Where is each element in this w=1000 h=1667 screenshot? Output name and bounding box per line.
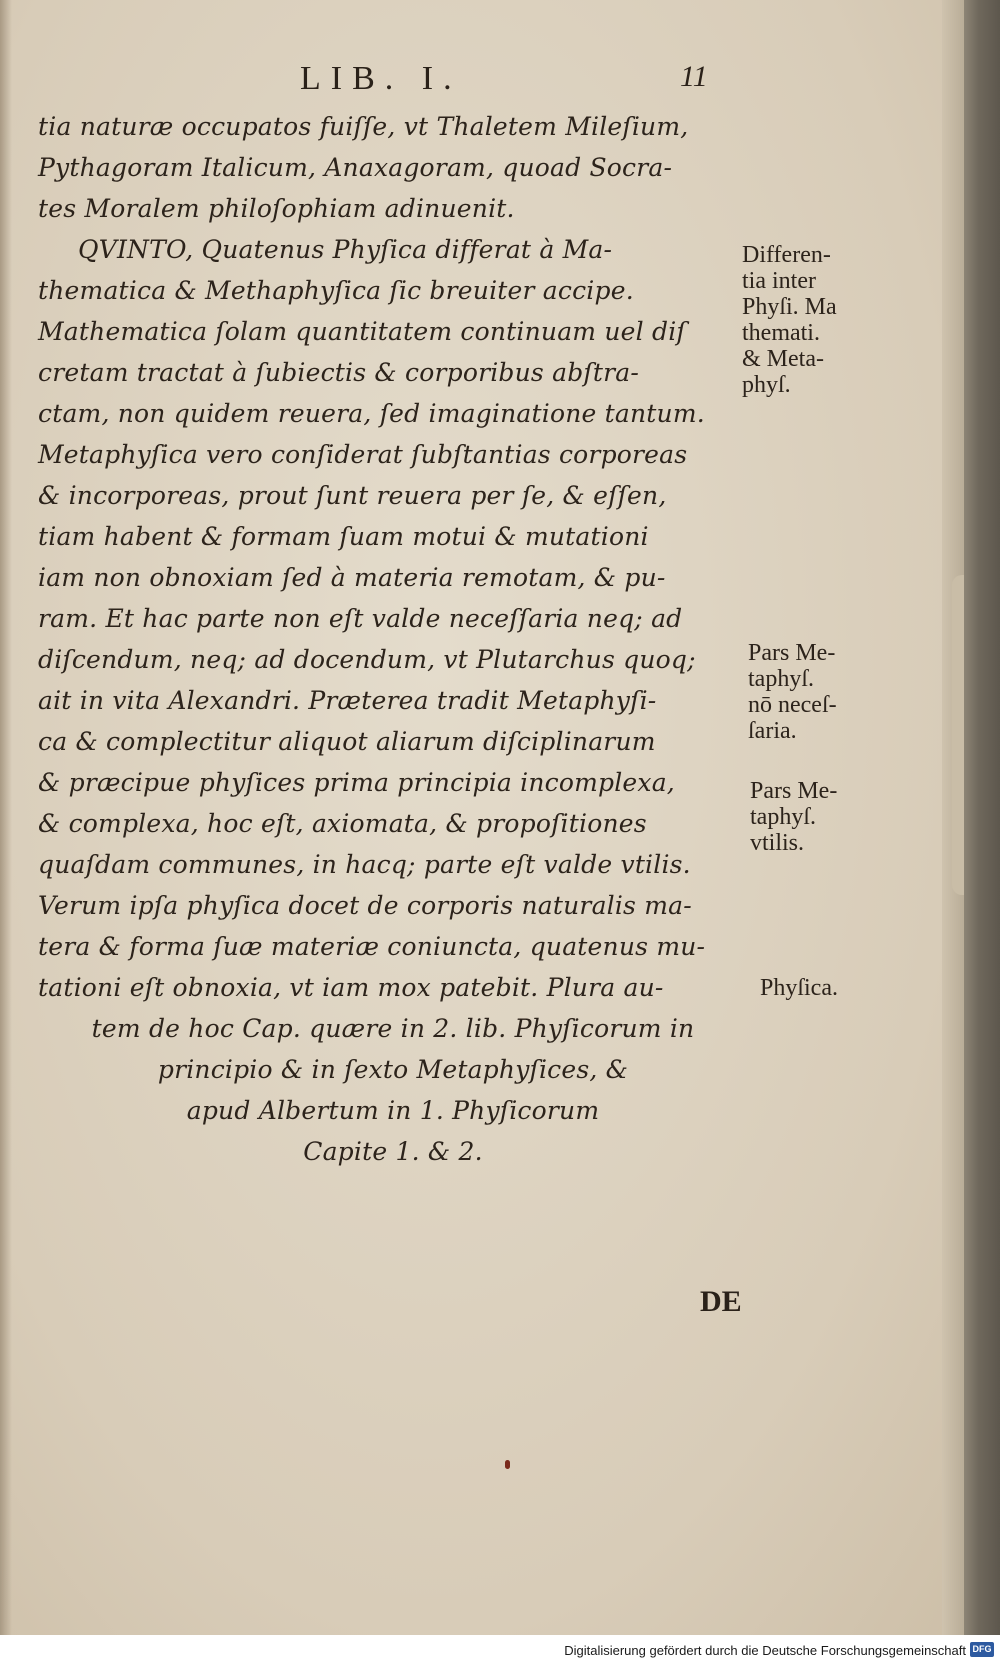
text-line: ctam, non quidem reuera, ſed imaginatione tantum. [38,399,705,428]
margin-note-line: ſaria. [748,718,797,744]
text-line: thematica & Methaphyſica ſic breuiter accipe. [38,276,634,305]
footer [0,1635,1000,1667]
running-header [300,60,730,100]
book-edge-shadow [964,0,1000,1635]
text-line: Capite 1. & 2. [303,1137,483,1166]
margin-note-line: taphyſ. [748,666,814,692]
body-text [38,106,748,1172]
text-line: Metaphyſica vero conſiderat ſubſtantias corporeas [38,440,688,469]
text-line: iam non obnoxiam ſed à materia remotam, & pu- [38,563,666,592]
text-line: tationi eſt obnoxia, vt iam mox patebit. Plura au- [38,973,664,1002]
margin-note-utilis [750,778,837,856]
dfg-logo: DFG [970,1642,994,1657]
text-line: tia naturæ occupatos fuiſſe, vt Thaletem Mileſium, [38,112,689,141]
margin-note-physica [760,975,838,1001]
page-number: 11 [680,60,708,93]
text-line: ait in vita Alexandri. Præterea tradit Metaphyſi- [38,686,657,715]
spine-shadow [0,0,12,1635]
paper-stain [505,1460,510,1469]
margin-note-line: taphyſ. [750,804,816,830]
text-line: diſcendum, neq; ad docendum, vt Plutarchus quoq; [38,645,696,674]
text-line: & præcipue phyſices prima principia incomplexa, [38,768,675,797]
margin-note-line: nō neceſ- [748,692,837,718]
text-line: cretam tractat à ſubiectis & corporibus abſtra- [38,358,640,387]
text-line: Pythagoram Italicum, Anaxagoram, quoad Socra- [38,153,673,182]
margin-note-differentia [742,242,837,398]
margin-note-line: & Meta- [742,346,824,372]
text-line: Mathematica ſolam quantitatem continuam uel diſ [38,317,686,346]
text-line: & complexa, hoc eſt, axiomata, & propoſitiones [38,809,647,838]
text-line: ram. Et hac parte non eſt valde neceſſaria neq; ad [38,604,683,633]
text-line: tes Moralem philoſophiam adinuenit. [38,194,515,223]
margin-note-line: Phyſi. Ma [742,294,837,320]
catchword: DE [700,1285,742,1318]
text-line: & incorporeas, prout ſunt reuera per ſe, & eſſen, [38,481,667,510]
margin-note-non-necessaria [748,640,837,744]
margin-note-line: Pars Me- [750,778,838,804]
text-line: tem de hoc Cap. quære in 2. lib. Phyſicorum in [91,1014,695,1043]
text-line: quaſdam communes, in hacq; parte eſt valde vtilis. [38,850,691,879]
funding-credit: Digitalisierung gefördert durch die Deutsche Forschungsgemeinschaft [564,1643,966,1658]
text-line: principio & in ſexto Metaphyſices, & [157,1055,629,1084]
text-line: tiam habent & formam ſuam motui & mutationi [38,522,649,551]
margin-note-line: vtilis. [750,830,805,856]
text-line: Verum ipſa phyſica docet de corporis naturalis ma- [38,891,692,920]
text-line: apud Albertum in 1. Phyſicorum [186,1096,600,1125]
margin-note-line: Pars Me- [748,640,836,666]
running-title: LIB. I. [300,60,462,97]
margin-note-line: themati. [742,320,820,346]
text-line: ca & complectitur aliquot aliarum diſciplinarum [38,727,656,756]
margin-note-line: phyſ. [742,372,791,398]
text-line: QVINTO, Quatenus Phyſica differat à Ma- [78,235,613,264]
margin-note-line: tia inter [742,268,816,294]
text-line: tera & forma ſuæ materiæ coniuncta, quatenus mu- [38,932,706,961]
margin-note-line: Phyſica. [760,975,838,1001]
margin-note-line: Differen- [742,242,831,268]
